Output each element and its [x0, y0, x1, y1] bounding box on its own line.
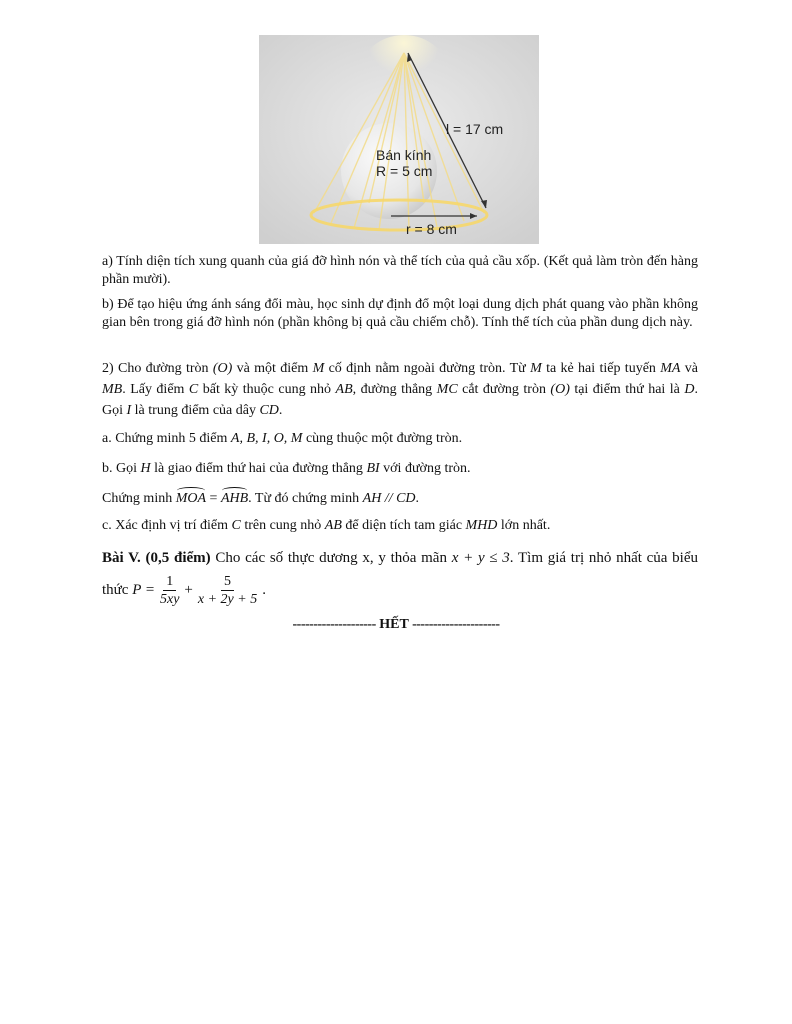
cone-sphere-figure [259, 35, 539, 244]
math-parallel: AH // CD [362, 491, 416, 506]
text-run: với đường tròn. [379, 461, 471, 476]
text-run: . [415, 491, 420, 506]
text-run: a. Chứng minh 5 điểm [102, 431, 231, 446]
math-condition: x + y ≤ 3 [451, 550, 510, 566]
math-angle-ahb: AHB [220, 491, 249, 506]
math-point-h: H [140, 461, 151, 476]
question-2-intro [102, 358, 698, 421]
math-point-i: I [126, 403, 132, 418]
math-point-c: C [231, 518, 241, 533]
math-circle-o: (O) [212, 361, 233, 376]
question-2c [102, 517, 698, 535]
text-run: . Tìm giá trị nhỏ nhất của biểu thức [102, 550, 699, 598]
math-arc-ab: AB [335, 382, 353, 397]
fraction-1-denominator: 5xy [159, 592, 180, 607]
math-arc-ab: AB [324, 518, 342, 533]
base-radius-label: r = 8 cm [406, 221, 457, 237]
math-plus: + [184, 581, 193, 598]
math-triangle-mhd: MHD [465, 518, 498, 533]
math-points: A, B, I, O, M [230, 431, 303, 446]
cone-illustration [259, 35, 539, 244]
end-dashes-right: --------------------- [412, 617, 500, 632]
math-line-mc: MC [436, 382, 458, 397]
text-run: Chứng minh [102, 491, 176, 506]
fraction-2-denominator: x + 2y + 5 [197, 592, 258, 607]
sphere-radius-label [376, 147, 432, 179]
text-run: và một điểm [232, 361, 313, 376]
math-angle-moa: MOA [175, 491, 207, 506]
text-run: là trung điểm của dây [131, 403, 260, 418]
text-run: là giao điểm thứ hai của đường thẳng [150, 461, 367, 476]
text-run: . Lấy điểm [122, 382, 189, 397]
text-run: tại điểm thứ hai là [569, 382, 685, 397]
text-run: cùng thuộc một đường tròn. [302, 431, 463, 446]
text-run: trên cung nhỏ [240, 518, 325, 533]
math-segment-ma: MA [660, 361, 681, 376]
sphere-radius-label-line2: R = 5 cm [376, 163, 433, 179]
math-line-bi: BI [366, 461, 380, 476]
end-word: HẾT [375, 617, 413, 632]
slant-height-label: l = 17 cm [446, 121, 504, 137]
text-run: , đường thẳng [352, 382, 437, 397]
text-run: 2) Cho đường tròn [102, 361, 213, 376]
question-5-title: Bài V. (0,5 điểm) [102, 550, 211, 566]
math-p-equals: P = [132, 581, 155, 598]
text-run: lớn nhất. [497, 518, 551, 533]
sphere-radius-label-line1: Bán kính [376, 147, 432, 163]
math-point-c: C [188, 382, 199, 397]
text-run: để diện tích tam giác [341, 518, 466, 533]
math-segment-mb: MB [102, 382, 123, 397]
text-run: cố định nằm ngoài đường tròn. Từ [324, 361, 531, 376]
question-5 [102, 543, 698, 608]
math-chord-cd: CD [259, 403, 279, 418]
fraction-2-numerator: 5 [221, 573, 234, 591]
fraction-1 [157, 573, 182, 608]
text-run: Cho các số thực dương x, y thỏa mãn [210, 550, 452, 566]
math-point-m: M [530, 361, 542, 376]
question-2a [102, 430, 698, 448]
text-run: và [680, 361, 698, 376]
question-2b-proof [102, 490, 698, 508]
text-run: . Gọi [102, 382, 698, 418]
text-run: bất kỳ thuộc cung nhỏ [198, 382, 336, 397]
end-dashes-left: -------------------- [292, 617, 376, 632]
math-circle-o: (O) [550, 382, 570, 397]
text-run: . [262, 581, 266, 598]
text-run: . [278, 403, 283, 418]
math-point-d: D [684, 382, 695, 397]
text-run: c. Xác định vị trí điểm [102, 518, 232, 533]
question-1a: a) Tính diện tích xung quanh của giá đỡ hình nón và thể tích của quả cầu xốp. (Kết quả làm tròn đến hàng phần mười). [102, 254, 698, 287]
text-run: ta kẻ hai tiếp tuyến [541, 361, 661, 376]
text-run: cắt đường tròn [457, 382, 551, 397]
question-2b [102, 460, 698, 478]
text-run: b. Gọi [102, 461, 141, 476]
text-run: . Từ đó chứng minh [248, 491, 363, 506]
math-equals: = [206, 491, 221, 506]
math-point-m: M [312, 361, 325, 376]
end-marker [0, 617, 792, 633]
fraction-2 [195, 573, 260, 608]
fraction-1-numerator: 1 [163, 573, 176, 591]
question-1b: b) Để tạo hiệu ứng ánh sáng đổi màu, học sinh dự định đổ một loại dung dịch phát quang vào phần không gian bên trong giá đỡ hình nón (phần không bị quả cầu chiếm chỗ). Tính thể tích của phần dung dịch này. [102, 297, 698, 330]
